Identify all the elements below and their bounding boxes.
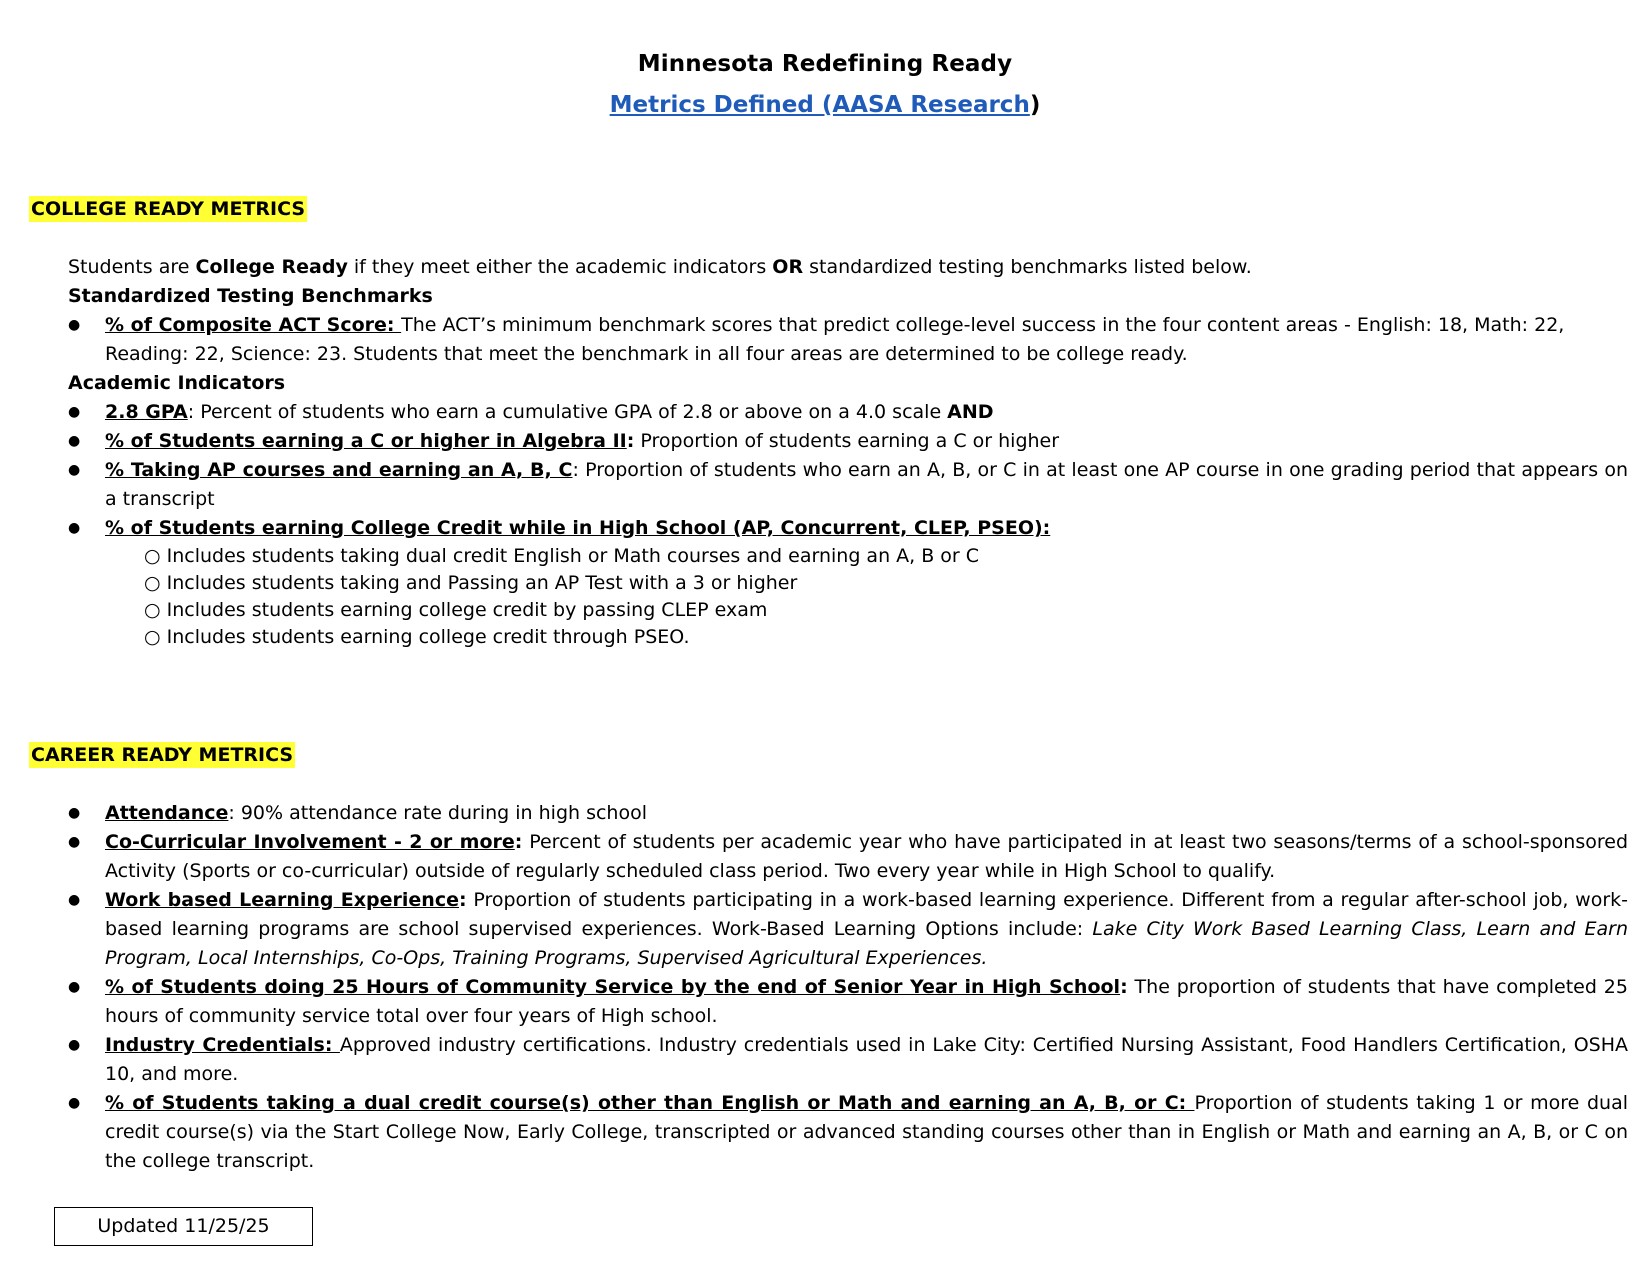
intro-bold-college-ready: College Ready bbox=[195, 256, 348, 278]
cocurricular-text: Percent of students per academic year who have participated in at least two seasons/terms of a school-sponsored Activity (Sports or co-curricular) outside of regularly scheduled class period. Two every year while in High School to qualify. bbox=[105, 831, 1629, 882]
algebra-colon: : bbox=[626, 430, 635, 452]
sublist-item: ○ Includes students taking dual credit English or Math courses and earning an A, B or C bbox=[144, 543, 1628, 570]
gpa-text: : Percent of students who earn a cumulative GPA of 2.8 or above on a 4.0 scale bbox=[187, 401, 948, 423]
list-item-industry-credentials bbox=[68, 1031, 1628, 1089]
attendance-text: : 90% attendance rate during in high school bbox=[228, 802, 648, 824]
work-based-text: Proportion of students participating in a work-based learning experience. Different from a regular after-school job, work-based learning programs are school supervised experiences. Work-Based Learning Options include: bbox=[105, 889, 1628, 940]
act-label: % of Composite ACT Score: bbox=[105, 314, 402, 336]
sublist-item: ○ Includes students earning college credit through PSEO. bbox=[144, 624, 1628, 651]
college-ready-heading: COLLEGE READY METRICS bbox=[31, 198, 306, 220]
list-item-algebra bbox=[68, 427, 1628, 456]
ap-text: : Proportion of students who earn an A, B, or C in at least one AP course in one grading period that appears on a transcript bbox=[105, 459, 1629, 510]
gpa-and: AND bbox=[947, 401, 994, 423]
sublist-item: ○ Includes students earning college credit by passing CLEP exam bbox=[144, 597, 1628, 624]
intro-text: if they meet either the academic indicators bbox=[347, 256, 773, 278]
intro-text: Students are bbox=[68, 256, 196, 278]
testing-benchmarks-heading: Standardized Testing Benchmarks bbox=[68, 285, 433, 307]
cocurricular-label: Co-Curricular Involvement - 2 or more bbox=[105, 831, 515, 853]
work-based-colon: : bbox=[458, 889, 467, 911]
intro-bold-or: OR bbox=[772, 256, 804, 278]
page-subtitle bbox=[0, 92, 1650, 118]
career-ready-heading: CAREER READY METRICS bbox=[31, 744, 294, 766]
work-based-label: Work based Learning Experience bbox=[105, 889, 459, 911]
career-metrics-list bbox=[68, 799, 1628, 1176]
college-intro bbox=[68, 253, 1628, 282]
sublist-item: ○ Includes students taking and Passing an AP Test with a 3 or higher bbox=[144, 570, 1628, 597]
intro-text: standardized testing benchmarks listed below. bbox=[803, 256, 1252, 278]
aasa-research-link[interactable]: Metrics Defined (AASA Research bbox=[609, 92, 1030, 118]
community-service-text: The proportion of students that have completed 25 hours of community service total over four years of High school. bbox=[105, 976, 1628, 1027]
list-item-college-credit bbox=[68, 514, 1628, 543]
list-item-gpa bbox=[68, 398, 1628, 427]
algebra-label: % of Students earning a C or higher in Algebra II bbox=[105, 430, 627, 452]
list-item-cocurricular bbox=[68, 828, 1628, 886]
ap-label: % Taking AP courses and earning an A, B, C bbox=[105, 459, 573, 481]
act-text: The ACT’s minimum benchmark scores that predict college-level success in the four content areas - English: 18, Math: 22, Reading: 22, Science: 23. Students that meet the benchmark in all four areas are determined to be college ready. bbox=[105, 314, 1565, 365]
page-title: Minnesota Redefining Ready bbox=[637, 51, 1013, 77]
list-item-ap bbox=[68, 456, 1628, 514]
testing-benchmarks-list bbox=[68, 311, 1628, 369]
updated-date-box: Updated 11/25/25 bbox=[54, 1207, 313, 1246]
dual-credit-text: Proportion of students taking 1 or more dual credit course(s) via the Start College Now, Early College, transcripted or advanced standing courses other than in English or Math and earning an A, B, or C on the college transcript. bbox=[105, 1092, 1628, 1172]
college-credit-sublist bbox=[68, 543, 1628, 651]
subtitle-paren: ) bbox=[1029, 92, 1041, 118]
college-credit-label: % of Students earning College Credit while in High School (AP, Concurrent, CLEP, PSEO): bbox=[105, 517, 1051, 539]
community-service-colon: : bbox=[1120, 976, 1128, 998]
list-item-community-service bbox=[68, 973, 1628, 1031]
dual-credit-label: % of Students taking a dual credit course(s) other than English or Math and earning an A, B, or C: bbox=[105, 1092, 1195, 1114]
gpa-label: 2.8 GPA bbox=[105, 401, 188, 423]
community-service-label: % of Students doing 25 Hours of Community Service by the end of Senior Year in High School bbox=[105, 976, 1121, 998]
career-ready-section bbox=[68, 799, 1628, 1176]
academic-indicators-list bbox=[68, 398, 1628, 543]
attendance-label: Attendance bbox=[105, 802, 229, 824]
college-ready-section bbox=[68, 253, 1628, 651]
academic-indicators-heading: Academic Indicators bbox=[68, 372, 286, 394]
industry-credentials-label: Industry Credentials: bbox=[105, 1034, 340, 1056]
algebra-text: Proportion of students earning a C or higher bbox=[634, 430, 1060, 452]
list-item-act bbox=[68, 311, 1628, 369]
cocurricular-colon: : bbox=[514, 831, 523, 853]
list-item-work-based bbox=[68, 886, 1628, 973]
list-item-dual-credit bbox=[68, 1089, 1628, 1176]
work-based-options: Lake City Work Based Learning Class, Learn and Earn Program, Local Internships, Co-Ops, Training Programs, Supervised Agricultural Experiences. bbox=[105, 918, 1629, 969]
industry-credentials-text: Approved industry certifications. Industry credentials used in Lake City: Certified Nursing Assistant, Food Handlers Certification, OSHA 10, and more. bbox=[105, 1034, 1629, 1085]
list-item-attendance bbox=[68, 799, 1628, 828]
